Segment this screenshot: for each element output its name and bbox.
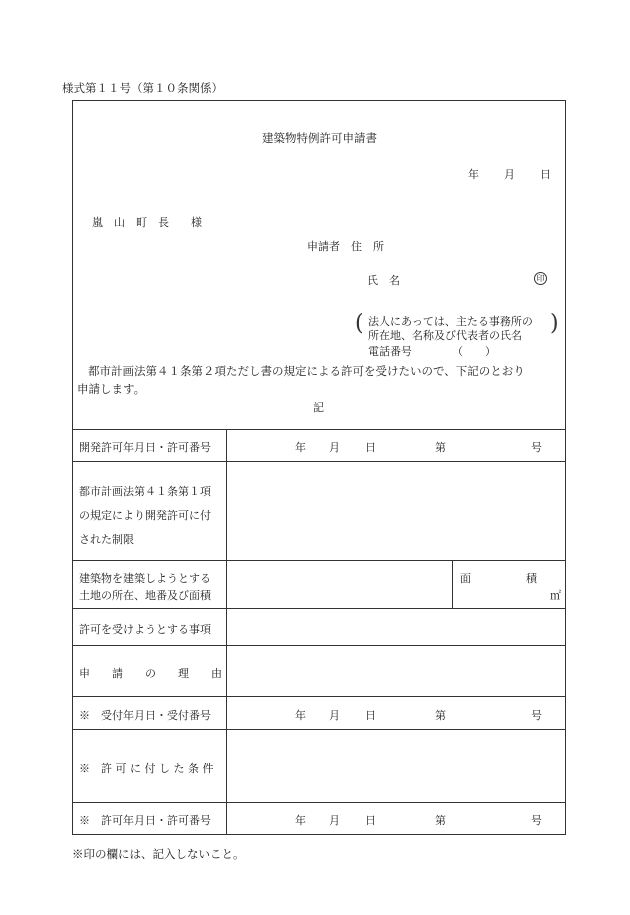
land-area-label: 面 積: [460, 572, 537, 585]
footnote: ※印の欄には、記入しないこと。: [72, 847, 245, 861]
permit-label-cell: [73, 803, 227, 834]
permit-month: 月: [329, 814, 340, 827]
date-month: 月: [504, 168, 515, 181]
receipt-value-cell[interactable]: [227, 697, 565, 729]
reason-label: 申 請 の 理 由: [79, 667, 222, 680]
table-row-land: [73, 561, 565, 609]
dev-permit-value-cell[interactable]: [227, 429, 565, 461]
restriction-label-line1: 都市計画法第４１条第１項: [79, 485, 211, 498]
land-location-cell[interactable]: [227, 561, 453, 608]
condition-label: ※ 許 可 に 付 し た 条 件: [79, 762, 214, 775]
permit-value-cell[interactable]: [227, 803, 565, 834]
permit-label: ※ 許可年月日・許可番号: [79, 814, 211, 827]
land-label-cell: [73, 561, 227, 608]
form-code: 様式第１１号（第１０条関係）: [62, 81, 223, 95]
receipt-label-cell: [73, 697, 227, 729]
body-text-line2: 申請します。: [77, 382, 146, 396]
table-row-reason: [73, 646, 565, 697]
restriction-label-line2: の規定により開発許可に付: [79, 509, 211, 522]
table-row-condition: [73, 730, 565, 803]
left-bracket: (: [355, 311, 364, 336]
matter-value-cell[interactable]: [227, 609, 565, 645]
form-header-section: [73, 101, 565, 430]
table-row-receipt: [73, 697, 565, 730]
land-label-line2: 土地の所在、地番及び面積: [79, 589, 211, 602]
dev-permit-year: 年: [295, 441, 306, 454]
condition-label-cell: [73, 730, 227, 802]
dev-permit-label-cell: [73, 429, 227, 461]
table-row-matter: [73, 609, 565, 646]
phone-parens: （ ）: [452, 345, 496, 358]
right-bracket: ): [550, 311, 559, 336]
dev-permit-dai: 第: [435, 441, 446, 454]
body-text-line1: 都市計画法第４１条第２項ただし書の規定による許可を受けたいので、下記のとおり: [88, 364, 525, 378]
reason-value-cell[interactable]: [227, 646, 565, 696]
dev-permit-label: 開発許可年月日・許可番号: [79, 441, 211, 454]
receipt-label: ※ 受付年月日・受付番号: [79, 709, 211, 722]
ki-mark: 記: [313, 401, 324, 414]
table-row-dev-permit: [73, 429, 565, 462]
table-row-restriction: [73, 462, 565, 561]
restriction-value-cell[interactable]: [227, 462, 565, 560]
table-row-permit: [73, 803, 565, 834]
corporate-note-line1: 法人にあっては、主たる事務所の: [368, 315, 533, 328]
application-form: [72, 100, 566, 835]
phone-label: 電話番号: [368, 345, 412, 358]
applicant-name-label: 氏 名: [367, 274, 400, 287]
date-year: 年: [468, 168, 479, 181]
matter-label-cell: [73, 609, 227, 645]
receipt-go: 号: [531, 709, 542, 722]
receipt-day: 日: [365, 709, 376, 722]
land-area-unit: ㎡: [550, 589, 561, 602]
addressee: 嵐 山 町 長 様: [92, 216, 202, 229]
permit-year: 年: [295, 814, 306, 827]
land-area-cell[interactable]: [454, 561, 565, 608]
dev-permit-day: 日: [365, 441, 376, 454]
date-day: 日: [540, 168, 551, 181]
dev-permit-go: 号: [531, 441, 542, 454]
permit-go: 号: [531, 814, 542, 827]
land-label-line1: 建築物を建築しようとする: [79, 572, 211, 585]
seal-mark: 印: [534, 271, 547, 285]
receipt-year: 年: [295, 709, 306, 722]
condition-value-cell[interactable]: [227, 730, 565, 802]
permit-dai: 第: [435, 814, 446, 827]
applicant-address-label: 申請者 住 所: [307, 240, 384, 253]
permit-day: 日: [365, 814, 376, 827]
restriction-label-cell: [73, 462, 227, 560]
restriction-label-line3: された制限: [79, 533, 134, 546]
receipt-month: 月: [329, 709, 340, 722]
form-title: 建築物特例許可申請書: [262, 131, 377, 145]
dev-permit-month: 月: [329, 441, 340, 454]
reason-label-cell: [73, 646, 227, 696]
corporate-note-line2: 所在地、名称及び代表者の氏名: [368, 329, 522, 342]
matter-label: 許可を受けようとする事項: [79, 623, 211, 636]
receipt-dai: 第: [435, 709, 446, 722]
